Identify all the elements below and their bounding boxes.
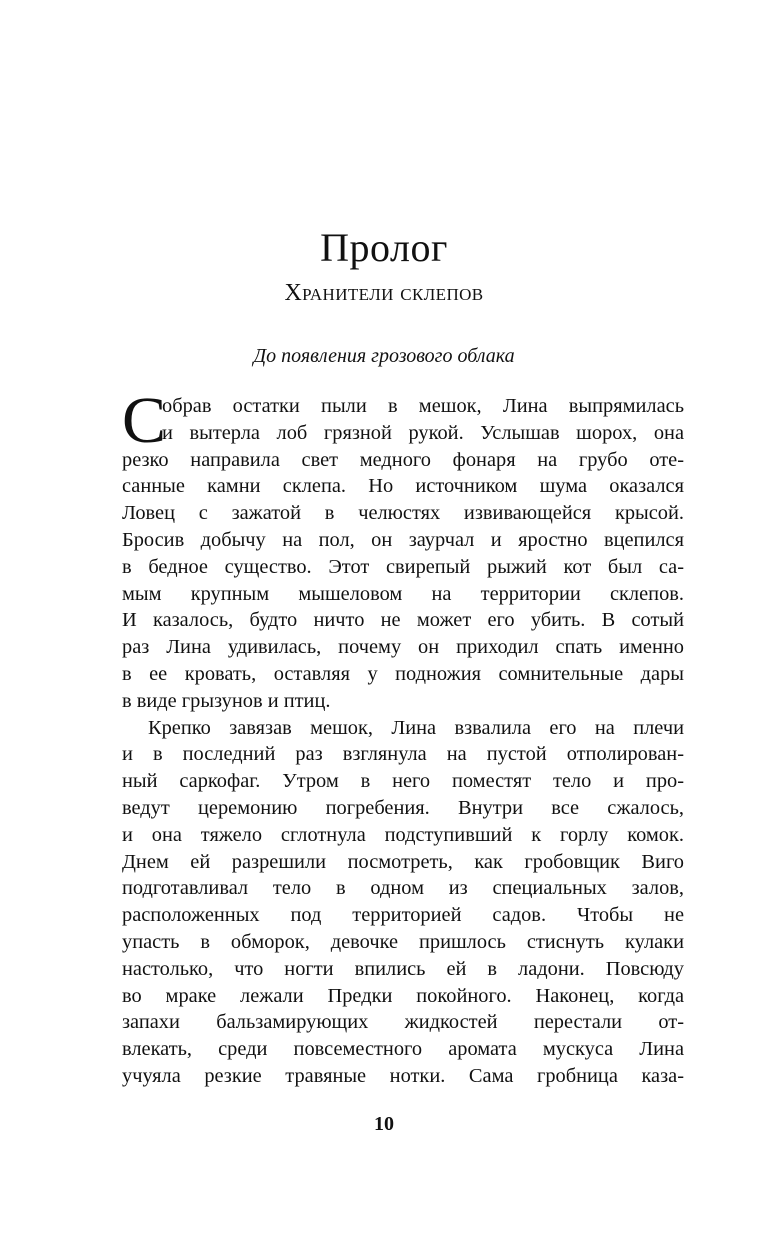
chapter-title: Пролог bbox=[320, 225, 448, 270]
text-line: Ловец с зажатой в челюстях извивающейся крысой. bbox=[122, 502, 684, 525]
text-line: учуяла резкие травяные нотки. Сама гробница каза- bbox=[122, 1064, 684, 1087]
drop-cap: С bbox=[122, 384, 167, 457]
text-line: расположенных под территорией садов. Чтобы не bbox=[122, 904, 684, 927]
text-line: запахи бальзамирующих жидкостей перестали от- bbox=[122, 1011, 684, 1034]
text-line: в ее кровать, оставляя у подножия сомнительные дары bbox=[122, 662, 684, 685]
text-line: и вытерла лоб грязной рукой. Услышав шорох, она bbox=[162, 421, 684, 444]
page-number: 10 bbox=[374, 1113, 394, 1135]
text-line: и она тяжело сглотнула подступивший к горлу комок. bbox=[122, 823, 684, 846]
text-line: резко направила свет медного фонаря на грубо оте- bbox=[122, 448, 684, 471]
text-line: Бросив добычу на пол, он заурчал и яростно вцепился bbox=[122, 528, 684, 551]
epigraph: До появления грозового облака bbox=[253, 345, 515, 367]
body-text bbox=[122, 384, 684, 1090]
text-line: мым крупным мышеловом на территории склепов. bbox=[122, 582, 684, 605]
text-line: Днем ей разрешили посмотреть, как гробовщик Виго bbox=[122, 850, 684, 873]
text-line: санные камни склепа. Но источником шума оказался bbox=[122, 475, 684, 498]
chapter-subtitle: Хранители склепов bbox=[284, 280, 484, 306]
paragraph-1 bbox=[122, 384, 684, 715]
text-line: ный саркофаг. Утром в него поместят тело и про- bbox=[122, 770, 684, 793]
text-line: ведут церемонию погребения. Внутри все сжалось, bbox=[122, 796, 684, 819]
text-line: подготавливал тело в одном из специальных залов, bbox=[122, 877, 684, 900]
text-line: Крепко завязав мешок, Лина взвалила его на плечи bbox=[148, 716, 684, 739]
text-line: влекать, среди повсеместного аромата мускуса Лина bbox=[122, 1038, 684, 1061]
text-line: в виде грызунов и птиц. bbox=[122, 689, 331, 712]
text-line: упасть в обморок, девочке пришлось стиснуть кулаки bbox=[122, 930, 684, 953]
text-line: И казалось, будто ничто не может его убить. В сотый bbox=[122, 609, 684, 632]
text-line: раз Лина удивилась, почему он приходил спать именно bbox=[122, 636, 684, 659]
text-line: в бедное существо. Этот свирепый рыжий кот был са- bbox=[122, 555, 684, 578]
text-line: во мраке лежали Предки покойного. Наконец, когда bbox=[122, 984, 684, 1007]
text-line: и в последний раз взглянула на пустой отполирован- bbox=[122, 743, 684, 766]
text-line: настолько, что ногти впились ей в ладони. Повсюду bbox=[122, 957, 684, 980]
paragraph-2 bbox=[122, 715, 684, 1090]
text-line: обрав остатки пыли в мешок, Лина выпрямилась bbox=[162, 395, 684, 417]
